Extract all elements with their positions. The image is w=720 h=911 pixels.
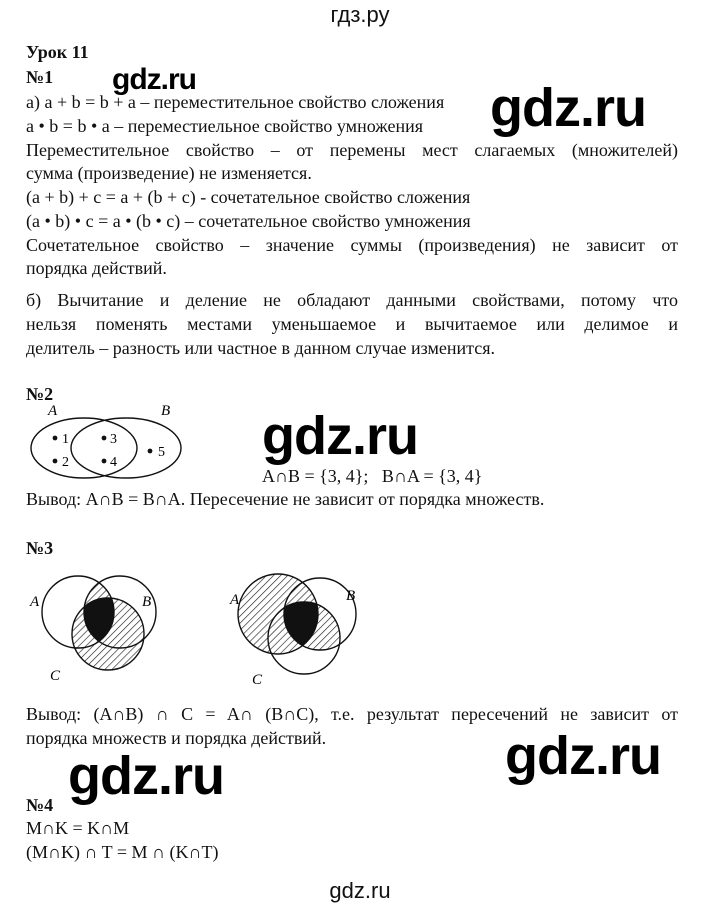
task4-heading: №4 — [26, 795, 54, 815]
label-a: A — [30, 594, 40, 610]
element-label: 2 — [62, 455, 69, 470]
task1-line: порядка действий. — [26, 258, 167, 278]
watermark: gdz.ru — [68, 746, 224, 806]
venn-diagram-two-sets — [20, 400, 200, 485]
element-label: 1 — [62, 432, 69, 447]
site-header: гдз.ру — [330, 2, 390, 27]
set-a-label: A — [48, 403, 58, 419]
site-footer: gdz.ru — [329, 878, 391, 903]
task1-line: (a + b) + c = a + (b + c) - сочетательное свойство сложения — [26, 187, 471, 207]
task1-line: а) a + b = b + a – переместительное свойство сложения — [26, 92, 445, 112]
label-c: C — [252, 672, 263, 688]
task1-line: a • b = b • a – переместиельное свойство умножения — [26, 116, 423, 136]
task1-heading: №1 — [26, 67, 54, 87]
task1-part-b-line: нельзя поменять местами уменьшаемое и вычитаемое или делимое и — [26, 314, 678, 334]
task1-line: (a • b) • c = a • (b • c) – сочетательное свойство умножения — [26, 211, 471, 231]
task1-line: Сочетательное свойство – значение суммы (произведения) не зависит от — [26, 235, 678, 255]
task2-formula: A∩B = {3, 4}; B∩A = {3, 4} — [262, 466, 483, 486]
label-c: C — [50, 668, 61, 684]
task3-heading: №3 — [26, 538, 54, 558]
task1-part-b-line: делитель – разность или частное в данном случае изменится. — [26, 338, 495, 358]
task4-line: (M∩K) ∩ T = M ∩ (K∩T) — [26, 842, 219, 862]
element-label: 4 — [110, 455, 117, 470]
venn-diagram-left — [20, 570, 180, 690]
watermark: gdz.ru — [262, 406, 418, 466]
watermark: gdz.ru — [112, 63, 196, 96]
task2-conclusion: Вывод: A∩B = B∩A. Пересечение не зависит от порядка множеств. — [26, 489, 545, 509]
element-label: 3 — [110, 432, 117, 447]
task2-heading: №2 — [26, 384, 54, 404]
task3-conclusion-line: Вывод: (A∩B) ∩ C = A∩ (B∩C), т.е. результат пересечений не зависит от — [26, 704, 678, 724]
label-b: B — [346, 588, 356, 604]
watermark: gdz.ru — [490, 78, 646, 138]
task1-line: сумма (произведение) не изменяется. — [26, 163, 312, 183]
venn-diagram-right — [222, 570, 382, 690]
set-a-ellipse — [31, 418, 137, 478]
watermark: gdz.ru — [505, 726, 661, 786]
label-a: A — [230, 592, 240, 608]
task3-conclusion-line: порядка множеств и порядка действий. — [26, 728, 327, 748]
element-label: 5 — [158, 445, 165, 460]
set-b-label: B — [161, 403, 171, 419]
label-b: B — [142, 594, 152, 610]
lesson-title: Урок 11 — [26, 42, 89, 62]
task1-part-b-line: б) Вычитание и деление не обладают данными свойствами, потому что — [26, 290, 678, 310]
task4-line: M∩K = K∩M — [26, 818, 130, 838]
task1-line: Переместительное свойство – от перемены мест слагаемых (множителей) — [26, 140, 678, 160]
